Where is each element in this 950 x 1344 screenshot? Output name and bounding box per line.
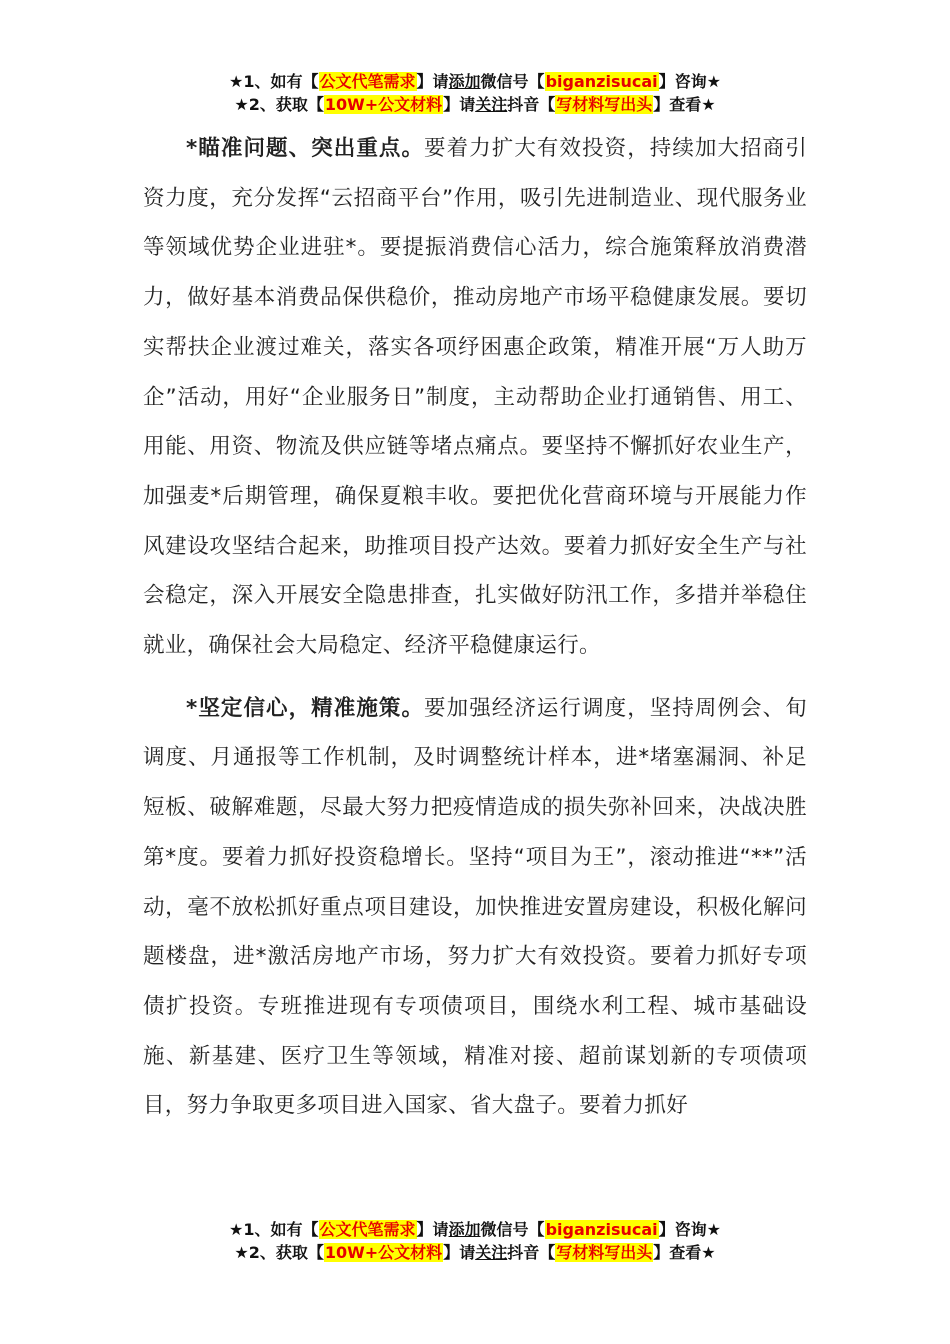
star-icon: ★: [229, 1220, 244, 1239]
paragraph-text: 要着力扩大有效投资，持续加大招商引资力度，充分发挥“云招商平台”作用，吸引先进制造业、现代服务业等领域优势企业进驻*。要提振消费信心活力，综合施策释放消费潜力，做好基本消费品保供稳价，推动房地产市场平稳健康发展。要切实帮扶企业渡过难关，落实各项纾困惠企政策，精准开展“万人助万企”活动，用好“企业服务日”制度，主动帮助企业打通销售、用工、用能、用资、物流及供应链等堵点痛点。要坚持不懈抓好农业生产，加强麦*后期管理，确保夏粮丰收。要把优化营商环境与开展能力作风建设攻坚结合起来，助推项目投产达效。要着力抓好安全生产与社会稳定，深入开展安全隐患排查，扎实做好防汛工作，多措并举稳住就业，确保社会大局稳定、经济平稳健康运行。: [143, 136, 808, 659]
banner-text: 】请: [443, 1243, 476, 1262]
highlight-douyin: 写材料写出头: [556, 1243, 653, 1262]
star-icon: ★: [234, 95, 249, 114]
underlined-text: 添加: [448, 1220, 481, 1239]
banner-text: 微信号【: [480, 1220, 545, 1239]
star-icon: ★: [229, 72, 244, 91]
banner-text: 2、获取【: [248, 1243, 324, 1262]
banner-text: 1、如有【: [243, 1220, 319, 1239]
banner-text: 微信号【: [480, 72, 545, 91]
banner-text: 】查看: [653, 95, 702, 114]
paragraph-lead: *坚定信心，精准施策。: [186, 695, 425, 721]
banner-text: 】请: [443, 95, 476, 114]
document-body: [143, 124, 807, 1131]
paragraph: [143, 684, 807, 1131]
banner-text: 】咨询: [658, 1220, 707, 1239]
underlined-text: 添加: [448, 72, 481, 91]
banner-text: 】请: [416, 72, 449, 91]
highlight-wechat-id: biganzisucai: [545, 72, 658, 91]
highlight-service: 公文代笔需求: [319, 72, 416, 91]
paragraph-lead: *瞄准问题、突出重点。: [186, 136, 425, 161]
highlight-materials: 10W+公文材料: [324, 1243, 443, 1262]
banner-line-2: [0, 93, 950, 116]
paragraph-text: 要加强经济运行调度，坚持周例会、旬调度、月通报等工作机制，及时调整统计样本，进*堵塞漏洞、补足短板、破解难题，尽最大努力把疫情造成的损失弥补回来，决战决胜第*度。要着力抓好投资稳增长。坚持“项目为王”，滚动推进“**”活动，毫不放松抓好重点项目建设，加快推进安置房建设，积极化解问题楼盘，进*激活房地产市场，努力扩大有效投资。要着力抓好专项债扩投资。专班推进现有专项债项目，围绕水利工程、城市基础设施、新基建、医疗卫生等领域，精准对接、超前谋划新的专项债项目，努力争取更多项目进入国家、省大盘子。要着力抓好: [143, 695, 808, 1119]
underlined-text: 关注: [475, 95, 508, 114]
footer-banner: [0, 1218, 950, 1264]
star-icon: ★: [234, 1243, 249, 1262]
underlined-text: 关注: [475, 1243, 508, 1262]
banner-line-1: [0, 70, 950, 93]
star-icon: ★: [701, 1243, 716, 1262]
star-icon: ★: [701, 95, 716, 114]
highlight-wechat-id: biganzisucai: [545, 1220, 658, 1239]
banner-text: 抖音【: [507, 95, 556, 114]
banner-text: 2、获取【: [248, 95, 324, 114]
highlight-douyin: 写材料写出头: [556, 95, 653, 114]
banner-text: 抖音【: [507, 1243, 556, 1262]
banner-text: 】查看: [653, 1243, 702, 1262]
header-banner: [0, 70, 950, 116]
banner-text: 】请: [416, 1220, 449, 1239]
highlight-service: 公文代笔需求: [319, 1220, 416, 1239]
banner-text: 】咨询: [658, 72, 707, 91]
paragraph: [143, 124, 807, 671]
banner-text: 1、如有【: [243, 72, 319, 91]
star-icon: ★: [706, 72, 721, 91]
star-icon: ★: [706, 1220, 721, 1239]
banner-line-1: [0, 1218, 950, 1241]
highlight-materials: 10W+公文材料: [324, 95, 443, 114]
banner-line-2: [0, 1241, 950, 1264]
